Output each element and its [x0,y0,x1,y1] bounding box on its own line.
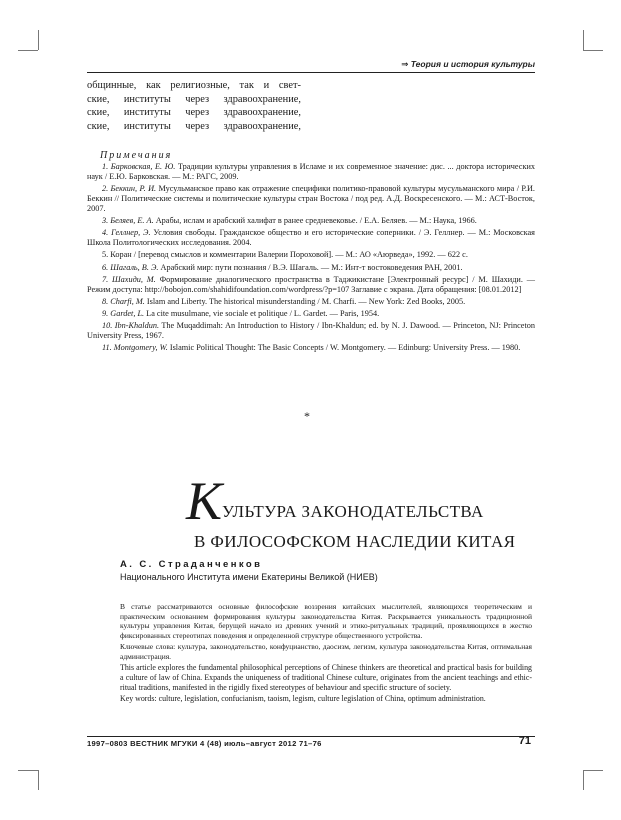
note-author: 3. Беляев, Е. А. [102,216,154,226]
body-line: ские, институты через здравоохранение, [87,93,301,105]
note-item [87,309,535,319]
abstract-en: This article explores the fundamental philosophical perceptions of Chinese thinkers are theoretical and practical basis for building a culture of law of China. Expands the uniqueness of traditional Chinese culture, originates from the ancient teachings and ethic-ritual traditions, manifested in the rigidly fixed stereotypes of behaviour and specific structure of society. [120,663,532,692]
journal-footer: 1997–0803 ВЕСТНИК МГУКИ 4 (48) июль–август 2012 71–76 [87,739,322,748]
note-author: 10. Ibn-Khaldun. [102,321,160,331]
crop-mark-bottom-right-v [583,770,584,790]
note-author: 11. Montgomery, W. [102,343,168,353]
note-item [87,216,535,226]
note-item [87,321,535,341]
note-author: 4. Геллнер, Э. [102,228,151,238]
section-separator: * [304,409,310,423]
crop-mark-bottom-left-v [38,770,39,790]
article-title-line-1: УЛЬТУРА ЗАКОНОДАТЕЛЬСТВА [222,502,484,521]
arrow-icon: ⇒ [401,59,409,69]
body-line: ские, институты через здравоохранение, [87,107,301,119]
note-item [87,263,535,273]
abstract-ru: В статье рассматриваются основные философские воззрения китайских мыслителей, являющихся теоретическим и практическим основанием формирования культуры законодательства Китая. Раскрывается уникальность традиционной культуры управления Китая, берущей начало из древних учений и этико-ритуальных традиций, проявляющихся в жестко фиксированных стереотипах поведения и определенной структуре общественного устройства. [120,602,532,641]
crop-mark-top-left-v [38,30,39,50]
note-text: Islam and Liberty. The historical misunderstanding / M. Charfi. — New York: Zed Books, 2005. [144,296,466,306]
note-text: Традиции культуры управления в Исламе и их современное значение: дис. ... доктора исторических наук / Е.Ю. Барковская. — М.: РАГС, 2009. [87,162,535,181]
note-author: 9. Gardet, L. [102,309,145,319]
note-item [87,184,535,214]
body-line: общинные, как религиозные, так и свет- [87,80,301,91]
note-item [87,275,535,295]
section-title: Теория и история культуры [410,59,535,69]
notes-title: Примечания [100,150,173,161]
note-text: Арабский мир: пути познания / В.Э. Шагаль. — М.: Инт-т востоковедения РАН, 2001. [158,262,463,272]
note-text: Islamic Political Thought: The Basic Concepts / W. Montgomery. — Edinburg: University Press. — 1980. [167,343,521,353]
running-header [401,59,535,70]
notes-list [87,162,535,356]
body-line: ские, институты через здравоохранение, [87,120,301,132]
article-author: А. С. Страданченков [120,559,263,570]
footer-rule [87,736,535,737]
note-author: 1. Барковская, Е. Ю. [102,162,176,171]
note-text: Формирование диалогического пространства в Таджикистане [Электронный ресурс] / М. Шахиди. — Режим доступа: http://bobojon.com/shahidifoundation.com/wordpress/?p=107 Заглавие с экрана. Дата обращения: [08.01.2012] [87,274,536,294]
article-abstract [120,602,532,705]
crop-mark-top-left-h [18,50,38,51]
note-author: 5. Коран / [102,250,137,260]
crop-mark-bottom-right-h [583,770,603,771]
note-item [87,343,535,353]
header-rule [87,72,535,73]
note-text: [перевод смыслов и комментарии Валерии Пороховой]. — М.: АО «Аюрведа», 1992. — 622 с. [136,250,468,260]
crop-mark-top-right-v [583,30,584,50]
note-text: La cite musulmane, vie sociale et politique / L. Gardet. — Paris, 1954. [144,309,380,319]
note-item [87,162,535,182]
note-author: 7. Шахиди, М. [102,274,156,284]
keywords-ru: Ключевые слова: культура, законодательство, конфуцианство, даосизм, легизм, культура законодательства Китая, оптимальная администрация. [120,642,532,662]
note-item [87,228,535,248]
note-text: Мусульманское право как отражение специфики политико-правовой культуры мусульманского мира / Р.И. Беккин // Политические системы и политические культуры стран Востока / под ред. А.Д. Воскресенского. — М.: АСТ-Восток, 2007. [87,184,535,213]
note-author: 2. Беккин, Р. И. [102,184,157,194]
author-affiliation: Национального Института имени Екатерины Великой (НИЕВ) [120,572,378,582]
crop-mark-bottom-left-h [18,770,38,771]
note-item [87,250,535,260]
title-initial: К [186,471,222,531]
note-author: 6. Шагаль, В. Э. [102,262,159,272]
note-text: Условия свободы. Гражданское общество и его исторические соперники. / Э. Геллнер. — М.: Московская Школа Политологических исследования. 2004. [87,228,535,248]
article-title-line-2: В ФИЛОСОФСКОМ НАСЛЕДИИ КИТАЯ [194,532,516,551]
page-number: 71 [518,735,531,747]
note-item [87,297,535,307]
body-column-left [87,79,301,133]
note-text: Арабы, ислам и арабский халифат в ранее средневековье. / Е.А. Беляев. — М.: Наука, 1966. [153,216,477,226]
keywords-en: Key words: culture, legislation, confucianism, taoism, legism, culture legislation of China, optimum administration. [120,694,486,704]
crop-mark-top-right-h [583,50,603,51]
note-author: 8. Charfi, M. [102,296,145,306]
body-columns [87,79,535,159]
note-text: The Muqaddimah: An Introduction to History / Ibn-Khaldun; ed. by N. J. Dawood. — Princeton, NJ: Princeton University Press, 1967. [87,321,535,341]
